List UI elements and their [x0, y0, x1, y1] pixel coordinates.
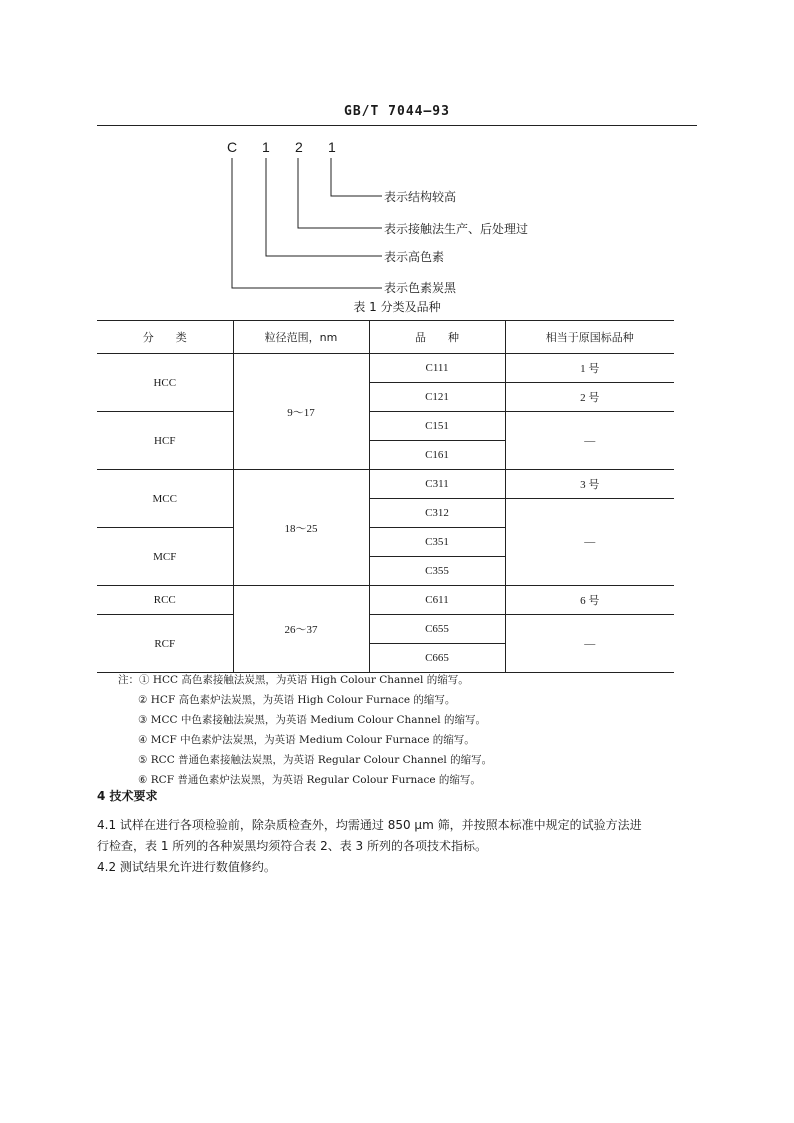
equivalent-cell: —: [505, 412, 674, 470]
variety-cell: C311: [369, 470, 505, 499]
header-class: 分 类: [97, 321, 233, 354]
range-cell: 9～17: [233, 354, 369, 470]
clause-4-2: 4.2 测试结果允许进行数值修约。: [97, 860, 276, 874]
equivalent-cell: 3 号: [505, 470, 674, 499]
code-char-2: 2: [295, 139, 303, 155]
variety-cell: C121: [369, 383, 505, 412]
class-cell: HCF: [97, 412, 233, 470]
class-cell: MCF: [97, 528, 233, 586]
note-item: ② HCF 高色素炉法炭黑，为英语 High Colour Furnace 的缩写。: [138, 694, 456, 706]
table-row: [97, 586, 674, 615]
class-cell: RCC: [97, 586, 233, 615]
variety-cell: C611: [369, 586, 505, 615]
label-color-level: 表示高色素: [384, 250, 445, 264]
table-row: [97, 470, 674, 499]
note-item: ③ MCC 中色素接触法炭黑，为英语 Medium Colour Channel 的缩写。: [138, 714, 486, 726]
variety-cell: C351: [369, 528, 505, 557]
clause-4-1-line2: 行检查，表 1 所列的各种炭黑均须符合表 2、表 3 所列的各项技术指标。: [97, 839, 487, 853]
label-process: 表示接触法生产、后处理过: [384, 222, 529, 236]
table-row: [97, 354, 674, 383]
variety-cell: C161: [369, 441, 505, 470]
table-title: 表 1 分类及品种: [353, 300, 441, 314]
standard-code: GB/T 7044—93: [344, 104, 450, 119]
table-row: [97, 615, 674, 644]
label-structure: 表示结构较高: [384, 190, 457, 204]
variety-cell: C111: [369, 354, 505, 383]
equivalent-cell: —: [505, 499, 674, 586]
note-item: ④ MCF 中色素炉法炭黑，为英语 Medium Colour Furnace 的缩写。: [138, 734, 475, 746]
section-heading: 4 技术要求: [97, 789, 158, 803]
range-cell: 18～25: [233, 470, 369, 586]
equivalent-cell: 6 号: [505, 586, 674, 615]
clause-4-1-line1: 4.1 试样在进行各项检验前，除杂质检查外，均需通过 850 μm 筛，并按照本标准中规定的试验方法进: [97, 818, 642, 832]
class-cell: RCF: [97, 615, 233, 673]
class-cell: MCC: [97, 470, 233, 528]
variety-cell: C355: [369, 557, 505, 586]
range-cell: 26～37: [233, 586, 369, 673]
equivalent-cell: 1 号: [505, 354, 674, 383]
code-char-1: 1: [262, 139, 270, 155]
table-row: [97, 412, 674, 441]
variety-cell: C312: [369, 499, 505, 528]
code-char-c: C: [227, 139, 238, 155]
classification-table: [97, 320, 674, 673]
note-item: ⑤ RCC 普通色素接触法炭黑，为英语 Regular Colour Channel 的缩写。: [138, 754, 493, 766]
header-variety: 品 种: [369, 321, 505, 354]
label-pigment: 表示色素炭黑: [384, 281, 457, 295]
equivalent-cell: —: [505, 615, 674, 673]
table-header-row: [97, 321, 674, 354]
variety-cell: C151: [369, 412, 505, 441]
header-range: 粒径范围，nm: [233, 321, 369, 354]
variety-cell: C655: [369, 615, 505, 644]
table-notes: [118, 670, 492, 790]
class-cell: HCC: [97, 354, 233, 412]
equivalent-cell: 2 号: [505, 383, 674, 412]
header-equivalent: 相当于原国标品种: [505, 321, 674, 354]
variety-cell: C665: [369, 644, 505, 673]
note-item: ⑥ RCF 普通色素炉法炭黑，为英语 Regular Colour Furnace 的缩写。: [138, 774, 481, 786]
note-prefix: 注：: [118, 674, 139, 686]
code-char-3: 1: [328, 139, 336, 155]
note-item: 注：① HCC 高色素接触法炭黑，为英语 High Colour Channel 的缩写。: [118, 674, 469, 686]
